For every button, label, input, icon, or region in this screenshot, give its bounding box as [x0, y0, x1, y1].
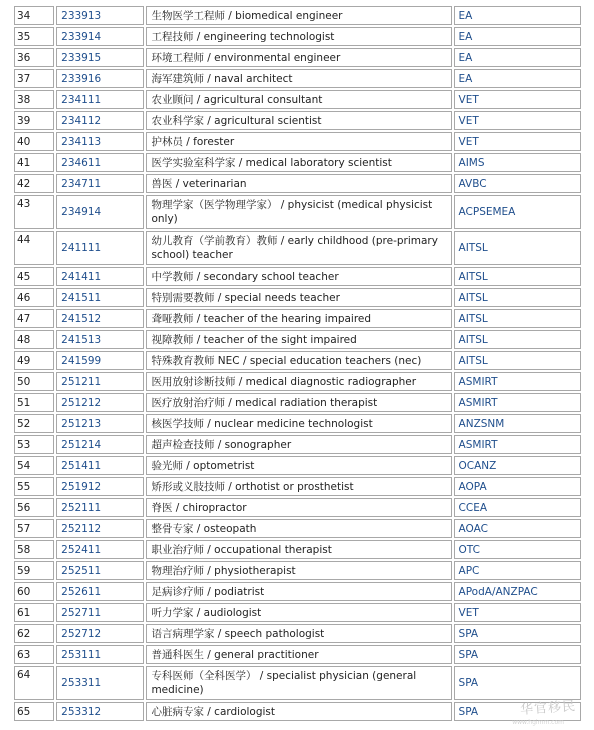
occupation-code-link[interactable]: 233914	[56, 27, 144, 46]
table-row	[14, 69, 581, 88]
table-row	[14, 288, 581, 307]
table-row	[14, 603, 581, 622]
table-row	[14, 519, 581, 538]
occupation-code-link[interactable]: 251211	[56, 372, 144, 391]
assessing-authority-link[interactable]: CCEA	[454, 498, 581, 517]
table-row	[14, 435, 581, 454]
assessing-authority-link[interactable]: ACPSEMEA	[454, 195, 581, 229]
row-number: 34	[14, 6, 54, 25]
occupation-title: 足病诊疗师 / podiatrist	[146, 582, 451, 601]
occupation-title: 视障教师 / teacher of the sight impaired	[146, 330, 451, 349]
occupation-code-link[interactable]: 241511	[56, 288, 144, 307]
assessing-authority-link[interactable]: OCANZ	[454, 456, 581, 475]
row-number: 60	[14, 582, 54, 601]
occupation-code-link[interactable]: 233916	[56, 69, 144, 88]
occupation-title: 听力学家 / audiologist	[146, 603, 451, 622]
table-row	[14, 153, 581, 172]
occupation-title: 矫形或义肢技师 / orthotist or prosthetist	[146, 477, 451, 496]
assessing-authority-link[interactable]: VET	[454, 90, 581, 109]
table-row	[14, 6, 581, 25]
row-number: 57	[14, 519, 54, 538]
table-row	[14, 174, 581, 193]
assessing-authority-link[interactable]: AITSL	[454, 288, 581, 307]
assessing-authority-link[interactable]: AITSL	[454, 231, 581, 265]
occupation-title: 聋哑教师 / teacher of the hearing impaired	[146, 309, 451, 328]
row-number: 62	[14, 624, 54, 643]
occupation-code-link[interactable]: 234711	[56, 174, 144, 193]
row-number: 38	[14, 90, 54, 109]
table-row	[14, 231, 581, 265]
occupation-code-link[interactable]: 253311	[56, 666, 144, 700]
table-row	[14, 498, 581, 517]
row-number: 48	[14, 330, 54, 349]
row-number: 40	[14, 132, 54, 151]
row-number: 46	[14, 288, 54, 307]
occupation-code-link[interactable]: 252712	[56, 624, 144, 643]
table-row	[14, 702, 581, 721]
table-row	[14, 309, 581, 328]
row-number: 42	[14, 174, 54, 193]
occupation-code-link[interactable]: 253312	[56, 702, 144, 721]
occupation-title: 验光师 / optometrist	[146, 456, 451, 475]
occupation-code-link[interactable]: 241512	[56, 309, 144, 328]
table-row	[14, 132, 581, 151]
row-number: 63	[14, 645, 54, 664]
assessing-authority-link[interactable]: VET	[454, 132, 581, 151]
assessing-authority-link[interactable]: EA	[454, 48, 581, 67]
row-number: 53	[14, 435, 54, 454]
assessing-authority-link[interactable]: AITSL	[454, 267, 581, 286]
occupation-title: 心脏病专家 / cardiologist	[146, 702, 451, 721]
row-number: 35	[14, 27, 54, 46]
table-row	[14, 351, 581, 370]
occupation-code-link[interactable]: 241513	[56, 330, 144, 349]
occupation-code-link[interactable]: 241599	[56, 351, 144, 370]
table-row	[14, 372, 581, 391]
assessing-authority-link[interactable]: ASMIRT	[454, 372, 581, 391]
occupation-code-link[interactable]: 252111	[56, 498, 144, 517]
occupation-title: 环境工程师 / environmental engineer	[146, 48, 451, 67]
occupation-table	[12, 4, 583, 723]
occupation-code-link[interactable]: 252611	[56, 582, 144, 601]
row-number: 65	[14, 702, 54, 721]
assessing-authority-link[interactable]: SPA	[454, 624, 581, 643]
table-row	[14, 666, 581, 700]
row-number: 58	[14, 540, 54, 559]
assessing-authority-link[interactable]: SPA	[454, 702, 581, 721]
occupation-code-link[interactable]: 251214	[56, 435, 144, 454]
occupation-title: 医疗放射治疗师 / medical radiation therapist	[146, 393, 451, 412]
row-number: 64	[14, 666, 54, 700]
assessing-authority-link[interactable]: VET	[454, 603, 581, 622]
assessing-authority-link[interactable]: EA	[454, 27, 581, 46]
occupation-code-link[interactable]: 252112	[56, 519, 144, 538]
occupation-code-link[interactable]: 234111	[56, 90, 144, 109]
assessing-authority-link[interactable]: ASMIRT	[454, 393, 581, 412]
occupation-title: 整骨专家 / osteopath	[146, 519, 451, 538]
occupation-code-link[interactable]: 251912	[56, 477, 144, 496]
occupation-title: 特殊教育教师 NEC / special education teachers (nec)	[146, 351, 451, 370]
assessing-authority-link[interactable]: AOAC	[454, 519, 581, 538]
occupation-title: 幼儿教育（学前教育）教师 / early childhood (pre-primary school) teacher	[146, 231, 451, 265]
occupation-title: 医用放射诊断技师 / medical diagnostic radiographer	[146, 372, 451, 391]
assessing-authority-link[interactable]: APodA/ANZPAC	[454, 582, 581, 601]
row-number: 37	[14, 69, 54, 88]
table-row	[14, 267, 581, 286]
assessing-authority-link[interactable]: OTC	[454, 540, 581, 559]
assessing-authority-link[interactable]: SPA	[454, 666, 581, 700]
row-number: 39	[14, 111, 54, 130]
row-number: 43	[14, 195, 54, 229]
occupation-title: 物理学家（医学物理学家） / physicist (medical physicist only)	[146, 195, 451, 229]
occupation-code-link[interactable]: 234914	[56, 195, 144, 229]
occupation-code-link[interactable]: 234112	[56, 111, 144, 130]
occupation-title: 核医学技师 / nuclear medicine technologist	[146, 414, 451, 433]
assessing-authority-link[interactable]: SPA	[454, 645, 581, 664]
row-number: 50	[14, 372, 54, 391]
assessing-authority-link[interactable]: VET	[454, 111, 581, 130]
table-row	[14, 393, 581, 412]
occupation-title: 中学教师 / secondary school teacher	[146, 267, 451, 286]
row-number: 59	[14, 561, 54, 580]
occupation-title: 农业科学家 / agricultural scientist	[146, 111, 451, 130]
occupation-title: 特别需要教师 / special needs teacher	[146, 288, 451, 307]
occupation-title: 超声检查技师 / sonographer	[146, 435, 451, 454]
row-number: 51	[14, 393, 54, 412]
occupation-code-link[interactable]: 252411	[56, 540, 144, 559]
occupation-code-link[interactable]: 252511	[56, 561, 144, 580]
assessing-authority-link[interactable]: AITSL	[454, 351, 581, 370]
occupation-code-link[interactable]: 233915	[56, 48, 144, 67]
row-number: 36	[14, 48, 54, 67]
table-row	[14, 624, 581, 643]
assessing-authority-link[interactable]: AVBC	[454, 174, 581, 193]
table-row	[14, 414, 581, 433]
occupation-title: 护林员 / forester	[146, 132, 451, 151]
assessing-authority-link[interactable]: ASMIRT	[454, 435, 581, 454]
table-row	[14, 582, 581, 601]
row-number: 56	[14, 498, 54, 517]
watermark-url: www.hgimm.com	[512, 719, 564, 726]
assessing-authority-link[interactable]: AOPA	[454, 477, 581, 496]
table-row	[14, 477, 581, 496]
occupation-title: 工程技师 / engineering technologist	[146, 27, 451, 46]
row-number: 49	[14, 351, 54, 370]
table-row	[14, 195, 581, 229]
table-row	[14, 561, 581, 580]
occupation-title: 脊医 / chiropractor	[146, 498, 451, 517]
occupation-code-link[interactable]: 251212	[56, 393, 144, 412]
occupation-title: 兽医 / veterinarian	[146, 174, 451, 193]
assessing-authority-link[interactable]: AIMS	[454, 153, 581, 172]
row-number: 44	[14, 231, 54, 265]
assessing-authority-link[interactable]: EA	[454, 6, 581, 25]
occupation-title: 医学实验室科学家 / medical laboratory scientist	[146, 153, 451, 172]
occupation-code-link[interactable]: 241111	[56, 231, 144, 265]
occupation-title: 专科医师（全科医学） / specialist physician (general medicine)	[146, 666, 451, 700]
assessing-authority-link[interactable]: AITSL	[454, 309, 581, 328]
occupation-title: 海军建筑师 / naval architect	[146, 69, 451, 88]
row-number: 55	[14, 477, 54, 496]
occupation-code-link[interactable]: 234113	[56, 132, 144, 151]
occupation-title: 语言病理学家 / speech pathologist	[146, 624, 451, 643]
occupation-code-link[interactable]: 253111	[56, 645, 144, 664]
occupation-code-link[interactable]: 241411	[56, 267, 144, 286]
occupation-code-link[interactable]: 234611	[56, 153, 144, 172]
assessing-authority-link[interactable]: ANZSNM	[454, 414, 581, 433]
table-row	[14, 27, 581, 46]
occupation-code-link[interactable]: 233913	[56, 6, 144, 25]
occupation-table-body	[14, 6, 581, 721]
row-number: 45	[14, 267, 54, 286]
occupation-code-link[interactable]: 251213	[56, 414, 144, 433]
assessing-authority-link[interactable]: EA	[454, 69, 581, 88]
table-row	[14, 111, 581, 130]
row-number: 52	[14, 414, 54, 433]
occupation-code-link[interactable]: 252711	[56, 603, 144, 622]
table-row	[14, 456, 581, 475]
row-number: 61	[14, 603, 54, 622]
occupation-title: 生物医学工程师 / biomedical engineer	[146, 6, 451, 25]
occupation-title: 物理治疗师 / physiotherapist	[146, 561, 451, 580]
occupation-code-link[interactable]: 251411	[56, 456, 144, 475]
table-row	[14, 330, 581, 349]
occupation-title: 普通科医生 / general practitioner	[146, 645, 451, 664]
assessing-authority-link[interactable]: APC	[454, 561, 581, 580]
table-row	[14, 540, 581, 559]
assessing-authority-link[interactable]: AITSL	[454, 330, 581, 349]
row-number: 47	[14, 309, 54, 328]
watermark-logo: 华官移民	[519, 699, 577, 718]
occupation-title: 职业治疗师 / occupational therapist	[146, 540, 451, 559]
row-number: 41	[14, 153, 54, 172]
table-row	[14, 645, 581, 664]
row-number: 54	[14, 456, 54, 475]
table-row	[14, 48, 581, 67]
table-row	[14, 90, 581, 109]
occupation-title: 农业顾问 / agricultural consultant	[146, 90, 451, 109]
